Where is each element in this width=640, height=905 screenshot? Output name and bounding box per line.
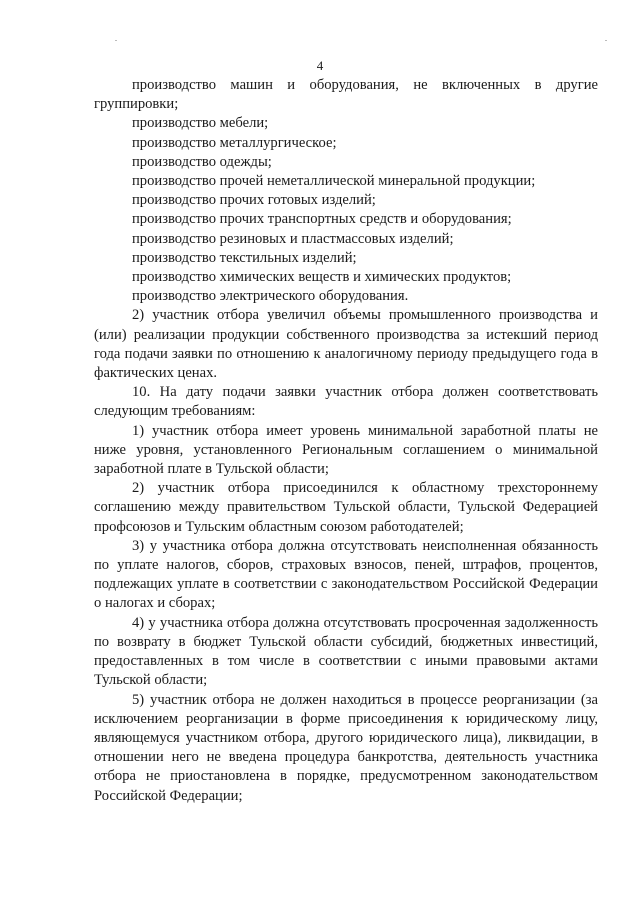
paragraph: производство одежды; [132, 153, 272, 170]
paragraph: 1) участник отбора имеет уровень минимальной заработной платы не ниже уровня, установленного Региональным соглашением о минимальной заработной плате в Тульской области; [94, 422, 598, 478]
paragraph: 2) участник отбора присоединился к областному трехстороннему соглашению между правительством Тульской области, Тульской Федерацией профсоюзов и Тульским областным союзом работодателей; [94, 480, 598, 535]
scan-artifact [115, 40, 117, 41]
paragraph: 3) у участника отбора должна отсутствовать неисполненная обязанность по уплате налогов, сборов, страховых взносов, пеней, штрафов, процентов, подлежащих уплате в соответствии с законодательством Российской Федерации о налогах и сборах; [94, 537, 598, 612]
paragraph: производство химических веществ и химических продуктов; [132, 269, 512, 286]
paragraph: производство прочей неметаллической минеральной продукции; [132, 173, 536, 190]
page-number: 4 [316, 58, 324, 73]
paragraph: производство прочих готовых изделий; [132, 192, 376, 209]
paragraph: производство прочих транспортных средств и оборудования; [132, 211, 512, 228]
paragraph: 2) участник отбора увеличил объемы промышленного производства и (или) реализации продукции собственного производства за истекший период года подачи заявки по отношению к аналогичному периоду предыдущего года в фактических ценах. [94, 307, 598, 382]
paragraph: производство металлургическое; [132, 134, 337, 151]
scan-artifact [605, 40, 607, 41]
document-body [94, 76, 598, 806]
paragraph: производство мебели; [132, 115, 269, 132]
paragraph: производство машин и оборудования, не включенных в другие группировки; [94, 77, 598, 113]
paragraph: производство текстильных изделий; [132, 249, 357, 266]
paragraph: производство электрического оборудования. [132, 288, 409, 305]
paragraph: 5) участник отбора не должен находиться в процессе реорганизации (за исключением реорганизации в форме присоединения к юридическому лицу, являющемуся участником отбора, другого юридического лица), ликвидации, в отношении него не введена процедура банкротства, деятельность участника отбора не приостановлена в порядке, предусмотренном законодательством Российской Федерации; [94, 691, 598, 804]
paragraph: 4) у участника отбора должна отсутствовать просроченная задолженность по возврату в бюджет Тульской области субсидий, бюджетных инвестиций, предоставленных в том числе в соответствии с иными правовыми актами Тульской области; [94, 614, 598, 689]
paragraph: производство резиновых и пластмассовых изделий; [132, 230, 454, 247]
paragraph: 10. На дату подачи заявки участник отбора должен соответствовать следующим требованиям: [94, 384, 598, 420]
